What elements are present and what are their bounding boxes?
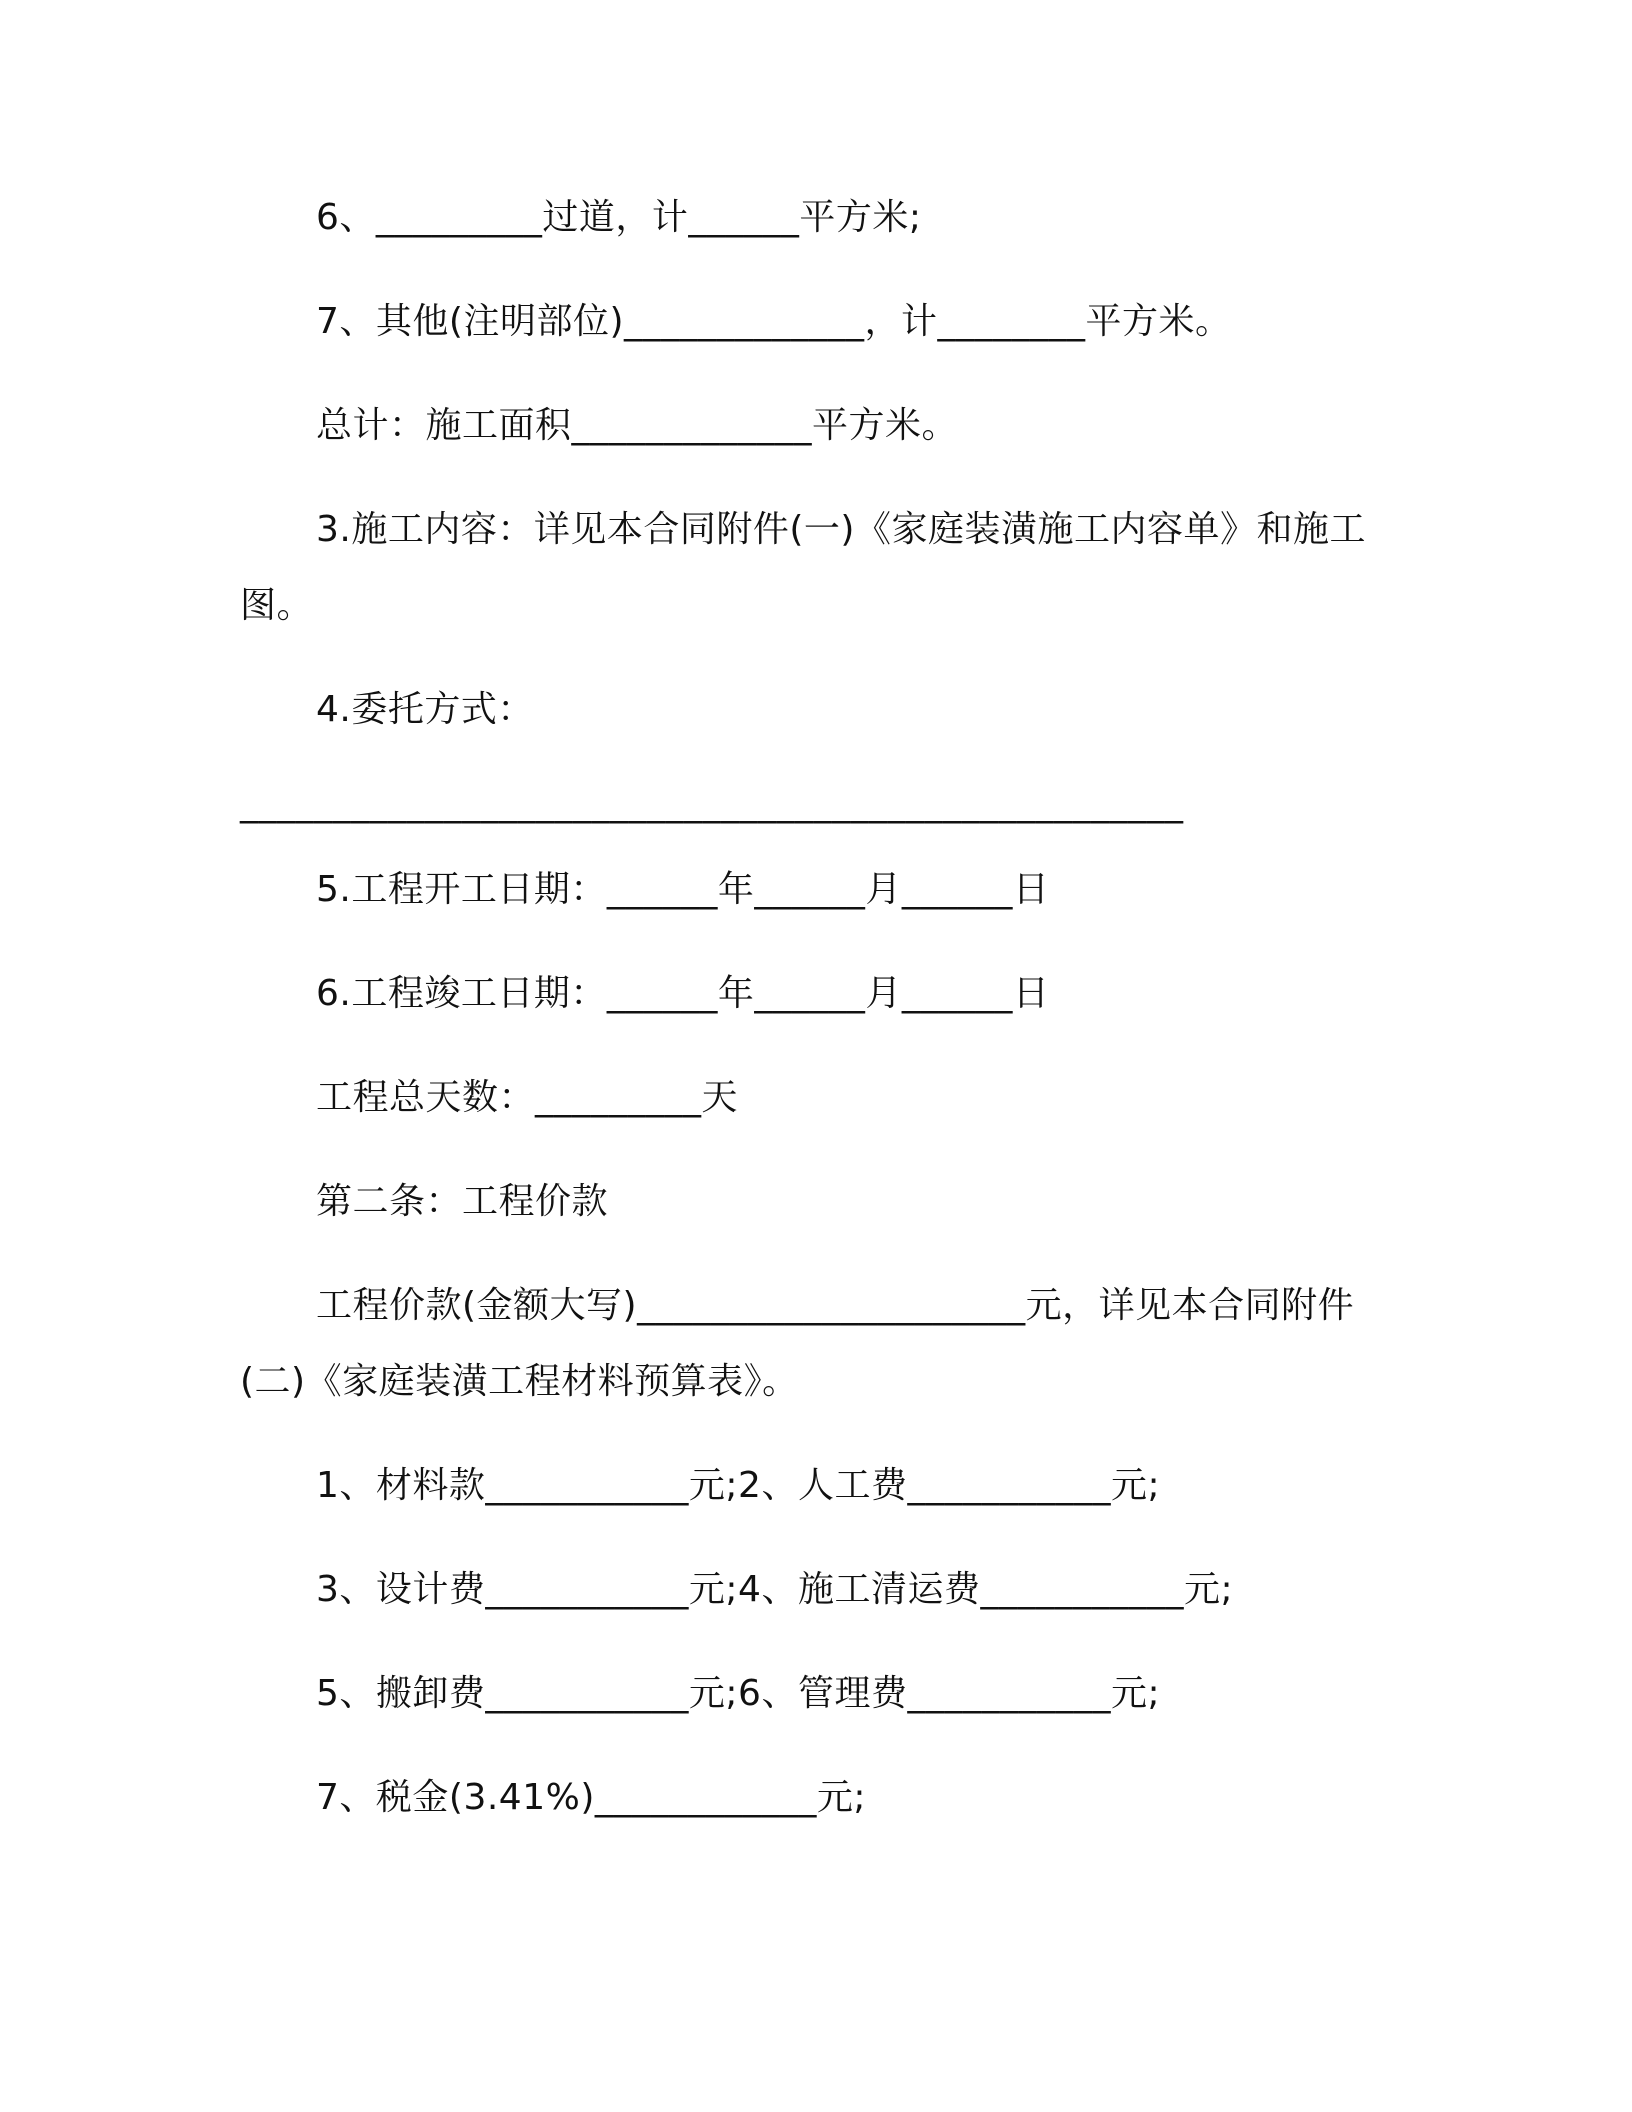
text-line-commission-method: 4.委托方式： bbox=[316, 689, 534, 730]
text-line-passage-area: 6、_________过道，计______平方米; bbox=[316, 197, 922, 238]
text-line-completion-date: 6.工程竣工日期：______年______月______日 bbox=[316, 973, 1050, 1014]
text-line-project-price-cont: (二)《家庭装潢工程材料预算表》。 bbox=[240, 1361, 799, 1402]
text-line-total-area: 总计：施工面积_____________平方米。 bbox=[316, 405, 959, 446]
text-line-total-days: 工程总天数：_________天 bbox=[316, 1077, 739, 1118]
text-line-handling-management: 5、搬卸费___________元;6、管理费___________元; bbox=[316, 1673, 1161, 1714]
text-line-start-date: 5.工程开工日期：______年______月______日 bbox=[316, 869, 1050, 910]
text-line-project-price: 工程价款(金额大写)_____________________元，详见本合同附件 bbox=[316, 1285, 1355, 1326]
text-line-construction-content: 3.施工内容：详见本合同附件(一)《家庭装潢施工内容单》和施工 bbox=[316, 509, 1366, 550]
text-line-blank-rule: ___________________________________________________ bbox=[240, 783, 1184, 824]
text-line-material-labor: 1、材料款___________元;2、人工费___________元; bbox=[316, 1465, 1161, 1506]
text-line-construction-content-cont: 图。 bbox=[240, 585, 314, 626]
text-line-other-area: 7、其他(注明部位)_____________，计________平方米。 bbox=[316, 301, 1232, 342]
text-line-tax: 7、税金(3.41%)____________元; bbox=[316, 1777, 866, 1818]
section-heading-price: 第二条：工程价款 bbox=[316, 1181, 609, 1222]
text-line-design-cleanup: 3、设计费___________元;4、施工清运费___________元; bbox=[316, 1569, 1234, 1610]
